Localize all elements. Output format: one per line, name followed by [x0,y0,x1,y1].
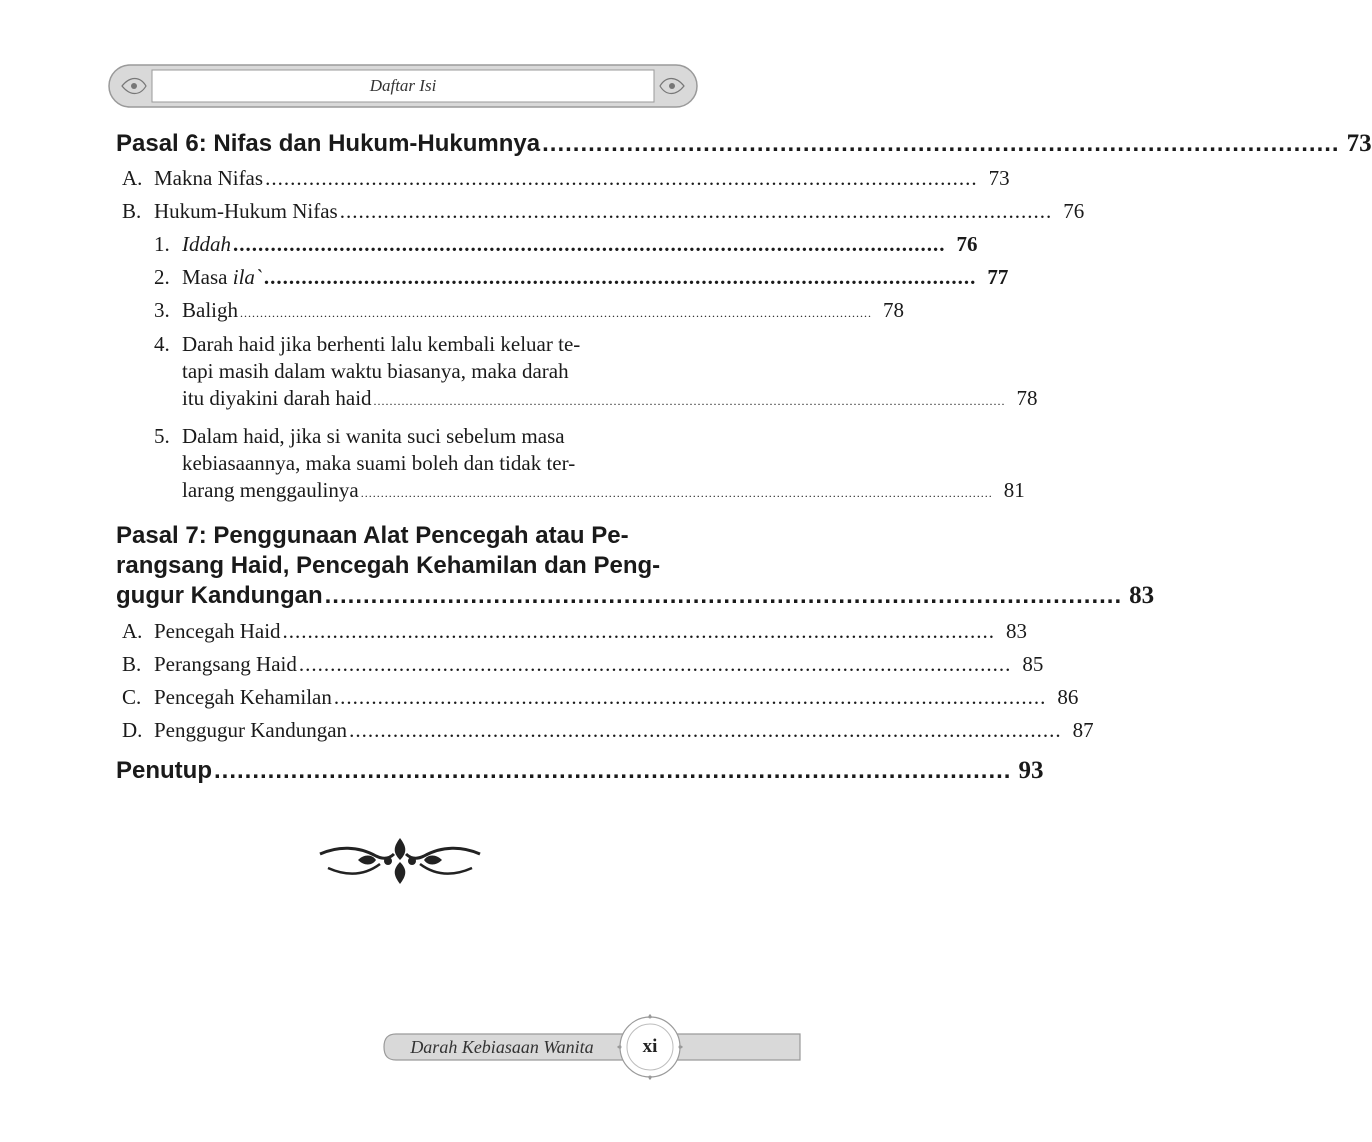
toc-section-a[interactable] [116,166,1010,191]
section-label: Pencegah Kehamilan [154,685,332,709]
leader-dots: .................................................................................................................. [349,718,1062,742]
item-number: 5. [154,424,170,448]
toc-item-3[interactable] [116,298,904,323]
table-of-contents [116,124,1372,785]
leader-dots: ........................................................................................................ [324,582,1123,609]
section-label: Makna Nifas [154,166,264,190]
section-page: 73 [988,166,1010,190]
item-line-2: tapi masih dalam waktu biasanya, maka darah [182,359,569,383]
chapter-label: Pasal 6: Nifas dan Hukum-Hukumnya [116,130,541,157]
item-line-1: Dalam haid, jika si wanita suci sebelum masa [182,424,565,448]
section-number: C. [122,685,142,709]
leader-dots: .................................................................................................................. [233,232,946,256]
header-title: Daftar Isi [369,76,437,95]
toc-section-d[interactable] [116,718,1094,743]
item-number: 2. [154,265,170,289]
toc-section-a[interactable] [116,619,1028,644]
chapter-line-3: gugur Kandungan [116,582,323,609]
running-header [108,64,698,108]
section-number: D. [122,718,143,742]
item-line-1: Darah haid jika berhenti lalu kembali keluar te- [182,332,581,356]
leader-dots: .............................................................................................................................................................. [360,486,993,500]
item-page: 81 [1003,478,1025,502]
toc-section-b[interactable] [116,652,1044,677]
leader-dots: .............................................................................................................................................................. [373,394,1006,408]
toc-item-2[interactable] [116,265,1009,290]
chapter-line-1: Pasal 7: Penggunaan Alat Pencegah atau Pe- [116,522,629,549]
leader-dots: .................................................................................................................. [339,199,1053,223]
leader-dots: .................................................................................................................. [282,619,996,643]
chapter-page: 73 [1346,130,1372,157]
item-label-italic: ila` [232,265,262,289]
flourish-ornament-icon [318,836,482,886]
chapter-page: 93 [1018,757,1044,784]
section-page: 76 [1063,199,1085,223]
chapter-page: 83 [1129,582,1155,609]
section-number: A. [122,166,143,190]
section-number: A. [122,619,143,643]
leader-dots: ........................................................................................................ [542,130,1340,157]
item-label: Masa [182,265,233,289]
item-page: 76 [956,232,978,256]
toc-item-4[interactable] [116,331,1038,415]
toc-section-c[interactable] [116,685,1079,710]
chapter-label: Penutup [116,757,212,784]
section-label: Penggugur Kandungan [154,718,348,742]
item-line-2: kebiasaannya, maka suami boleh dan tidak ter- [182,451,576,475]
section-label: Pencegah Haid [154,619,281,643]
toc-item-5[interactable] [116,423,1025,507]
section-page: 87 [1072,718,1094,742]
section-number: B. [122,652,142,676]
chapter-line-2: rangsang Haid, Pencegah Kehamilan dan Peng- [116,552,661,579]
item-number: 1. [154,232,170,256]
book-title: Darah Kebiasaan Wanita [410,1037,594,1057]
section-label: Perangsang Haid [154,652,297,676]
item-line-3: itu diyakini darah haid [182,386,372,410]
section-page: 85 [1022,652,1044,676]
toc-section-b[interactable] [116,199,1085,224]
section-page: 83 [1006,619,1028,643]
running-footer [382,1012,800,1082]
toc-chapter-6[interactable] [116,130,1372,158]
item-label: Iddah [182,232,231,256]
item-label: Baligh [182,298,238,322]
leader-dots: .................................................................................................................. [263,265,977,289]
section-page: 86 [1057,685,1079,709]
item-number: 3. [154,298,170,322]
toc-closing[interactable] [116,757,1044,785]
toc-chapter-7[interactable] [116,521,1155,611]
toc-item-1[interactable] [116,232,978,257]
section-label: Hukum-Hukum Nifas [154,199,338,223]
leader-dots: .................................................................................................................. [265,166,978,190]
leader-dots: .................................................................................................................. [333,685,1047,709]
item-number: 4. [154,332,170,356]
leader-dots: .................................................................................................................. [298,652,1012,676]
page-number: xi [642,1036,658,1057]
item-line-3: larang menggaulinya [182,478,359,502]
item-page: 78 [1016,386,1038,410]
section-number: B. [122,199,142,223]
leader-dots: .............................................................................................................................................................. [240,306,872,320]
item-page: 78 [883,298,904,322]
leader-dots: ........................................................................................................ [214,757,1012,784]
item-page: 77 [987,265,1009,289]
